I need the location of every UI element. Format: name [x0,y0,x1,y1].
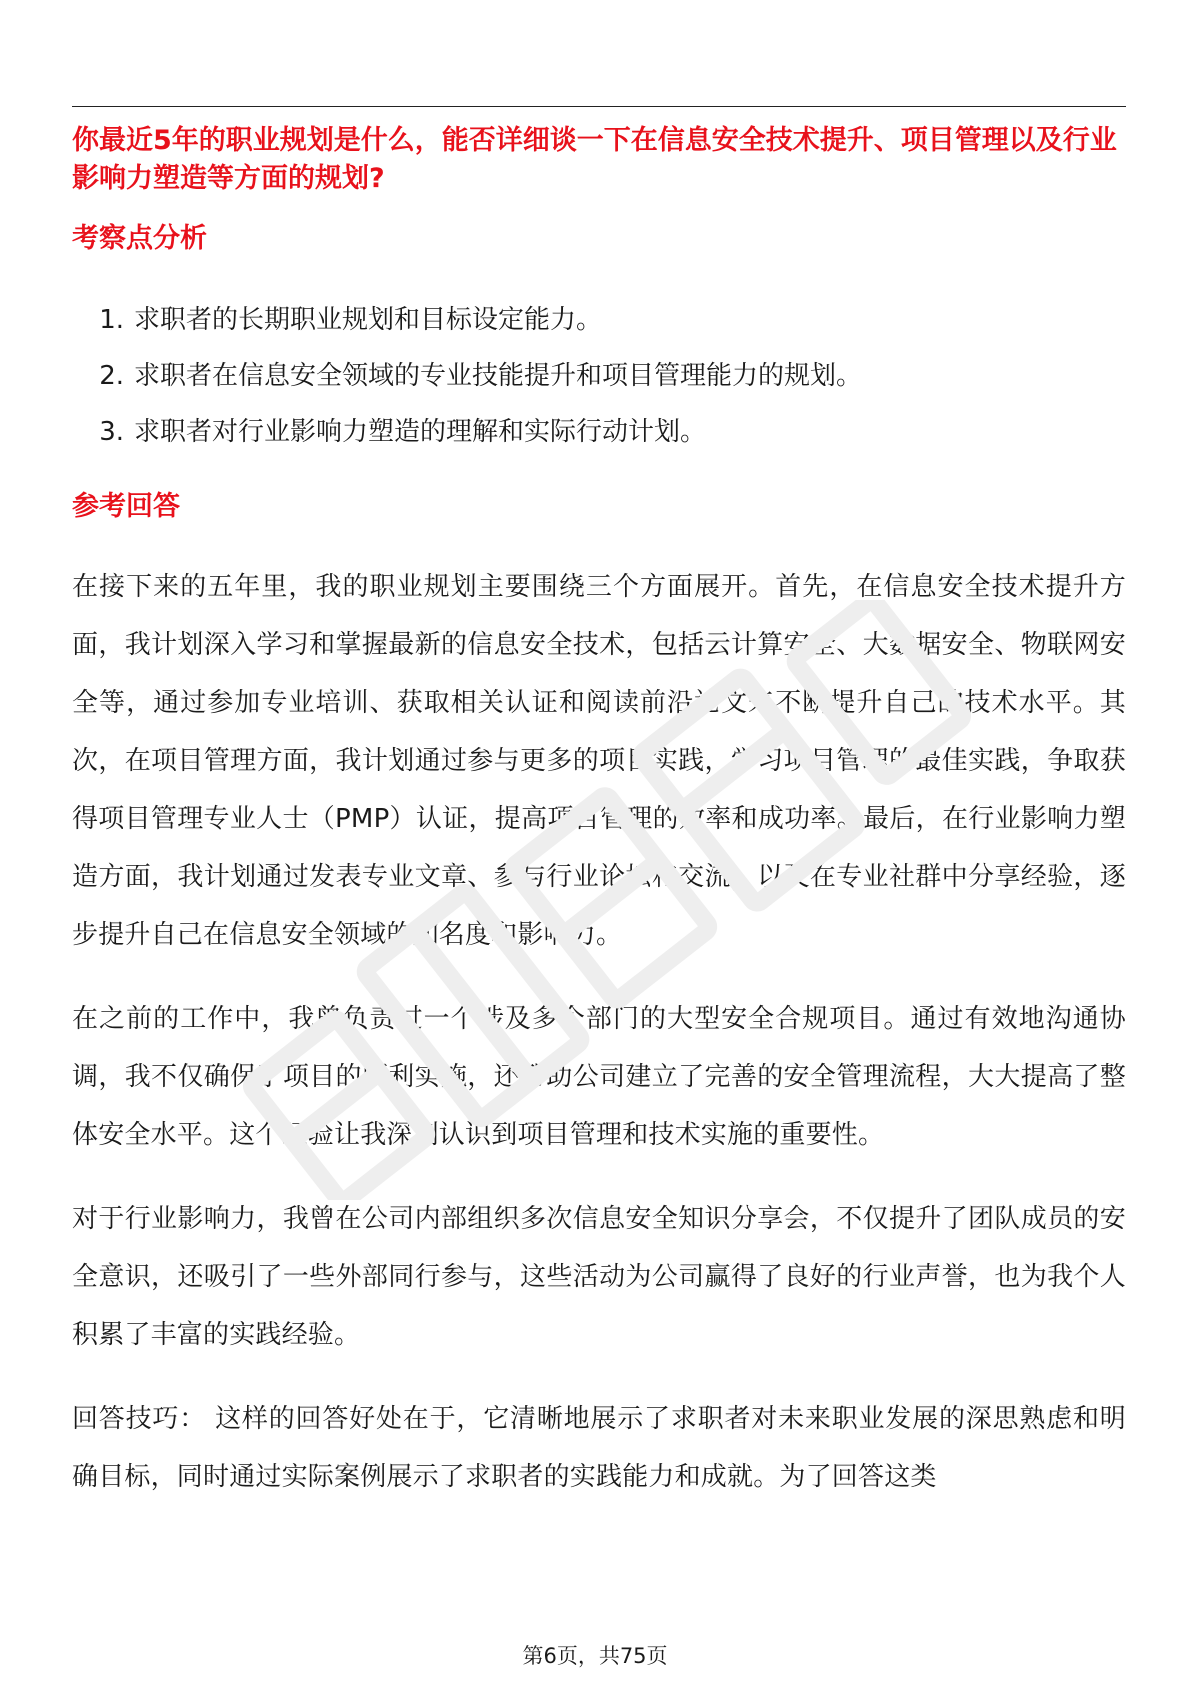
top-divider [72,106,1126,107]
list-item-number: 2. [99,361,124,391]
list-item [72,404,1126,460]
list-item [72,348,1126,404]
document-page [72,0,1126,1684]
list-item-number: 3. [99,417,124,447]
answer-body [72,558,1126,1532]
list-item-text: 求职者对行业影响力塑造的理解和实际行动计划。 [134,417,707,447]
answer-paragraph: 对于行业影响力，我曾在公司内部组织多次信息安全知识分享会，不仅提升了团队成员的安全意识，还吸引了一些外部同行参与，这些活动为公司赢得了良好的行业声誉，也为我个人积累了丰富的实践经验。 [72,1204,1126,1350]
question-heading: 你最近5年的职业规划是什么，能否详细谈一下在信息安全技术提升、项目管理以及行业影响力塑造等方面的规划? [72,125,1117,194]
list-item-text: 求职者的长期职业规划和目标设定能力。 [134,305,603,335]
analysis-list [72,292,1126,460]
page-number: 第6页，共75页 [522,1644,668,1668]
list-item-number: 1. [99,305,124,335]
answer-paragraph: 在之前的工作中，我曾负责过一个涉及多个部门的大型安全合规项目。通过有效地沟通协调，我不仅确保了项目的顺利实施，还帮助公司建立了完善的安全管理流程，大大提高了整体安全水平。这个经验让我深刻认识到项目管理和技术实施的重要性。 [72,1004,1126,1150]
answer-title: 参考回答 [72,491,180,522]
list-item [72,292,1126,348]
list-item-text: 求职者在信息安全领域的专业技能提升和项目管理能力的规划。 [134,361,863,391]
answer-tips-paragraph: 回答技巧： 这样的回答好处在于，它清晰地展示了求职者对未来职业发展的深思熟虑和明确目标，同时通过实际案例展示了求职者的实践能力和成就。为了回答这类 [72,1404,1127,1492]
answer-paragraph: 在接下来的五年里，我的职业规划主要围绕三个方面展开。首先，在信息安全技术提升方面，我计划深入学习和掌握最新的信息安全技术，包括云计算安全、大数据安全、物联网安全等，通过参加专业培训、获取相关认证和阅读前沿论文来不断提升自己的技术水平。其次，在项目管理方面，我计划通过参与更多的项目实践，学习项目管理的最佳实践，争取获得项目管理专业人士（PMP）认证，提高项目管理的效率和成功率。最后，在行业影响力塑造方面，我计划通过发表专业文章、参与行业论坛和交流，以及在专业社群中分享经验，逐步提升自己在信息安全领域的知名度和影响力。 [72,572,1126,950]
analysis-title: 考察点分析 [72,223,207,254]
